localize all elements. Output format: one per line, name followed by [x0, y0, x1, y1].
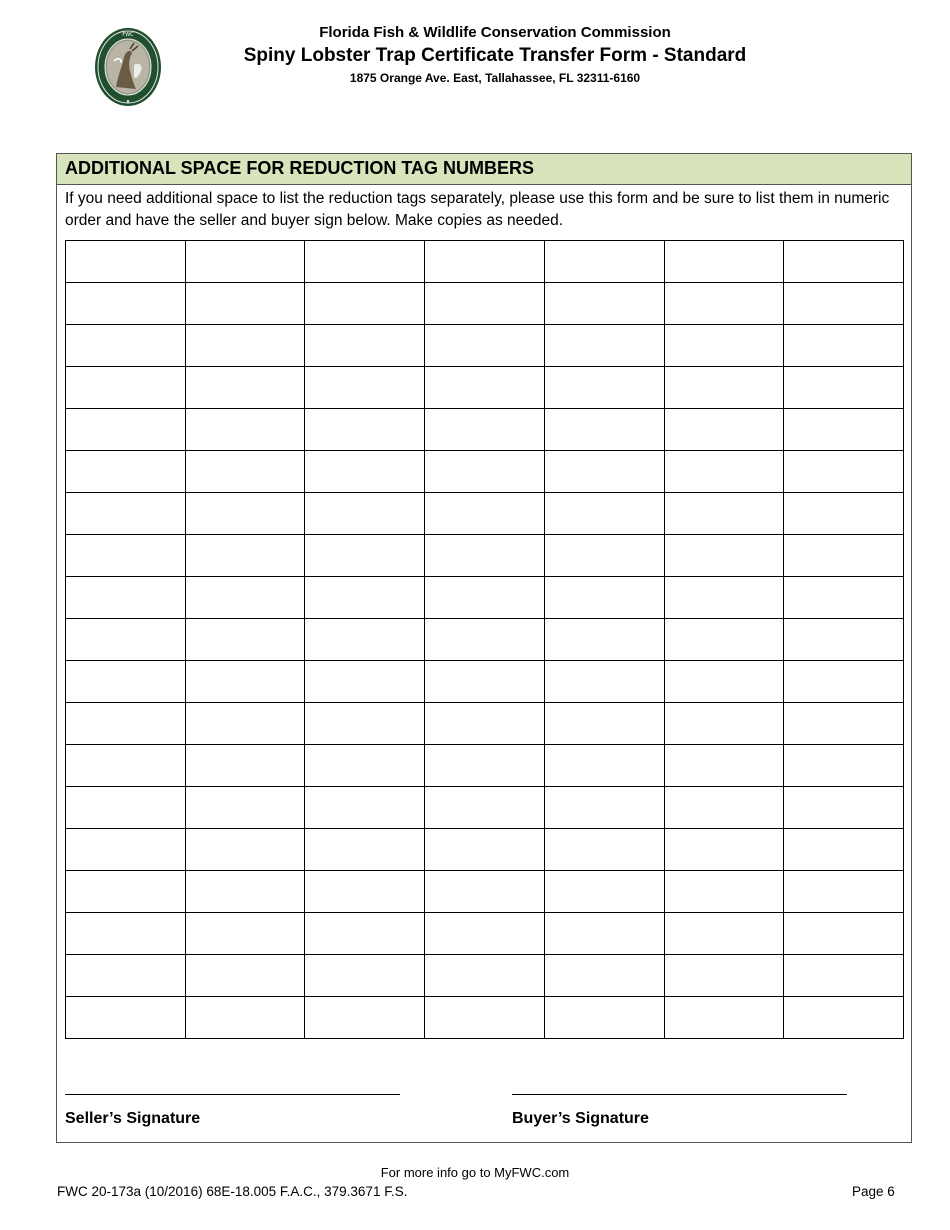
tag-number-cell[interactable]: [664, 661, 784, 703]
table-row: [66, 325, 904, 367]
tag-number-cell[interactable]: [66, 871, 186, 913]
form-title: Spiny Lobster Trap Certificate Transfer Form - Standard: [243, 45, 747, 66]
tag-number-cell[interactable]: [185, 535, 305, 577]
tag-number-cell[interactable]: [425, 367, 545, 409]
tag-number-cell[interactable]: [66, 787, 186, 829]
section-header: [57, 154, 911, 185]
tag-number-cell[interactable]: [185, 325, 305, 367]
tag-number-cell[interactable]: [66, 997, 186, 1039]
tag-number-cell[interactable]: [664, 703, 784, 745]
table-row: [66, 913, 904, 955]
tag-number-cell[interactable]: [425, 829, 545, 871]
table-row: [66, 703, 904, 745]
tag-number-cell[interactable]: [305, 493, 425, 535]
tag-number-cell[interactable]: [664, 577, 784, 619]
tag-number-cell[interactable]: [544, 493, 664, 535]
tag-number-cell[interactable]: [784, 745, 904, 787]
tag-number-cell[interactable]: [425, 283, 545, 325]
reduction-tags-section: [56, 153, 912, 1143]
reduction-tag-grid: [65, 240, 904, 1039]
table-row: [66, 955, 904, 997]
tag-number-cell[interactable]: [784, 955, 904, 997]
tag-number-cell[interactable]: [185, 829, 305, 871]
tag-number-cell[interactable]: [664, 493, 784, 535]
tag-number-cell[interactable]: [305, 745, 425, 787]
tag-number-cell[interactable]: [185, 997, 305, 1039]
tag-number-cell[interactable]: [784, 913, 904, 955]
tag-number-cell[interactable]: [425, 241, 545, 283]
tag-number-cell[interactable]: [425, 451, 545, 493]
tag-number-cell[interactable]: [784, 703, 904, 745]
tag-number-cell[interactable]: [784, 871, 904, 913]
tag-number-cell[interactable]: [664, 409, 784, 451]
tag-number-cell[interactable]: [664, 325, 784, 367]
table-row: [66, 787, 904, 829]
tag-number-cell[interactable]: [664, 913, 784, 955]
tag-number-cell[interactable]: [784, 661, 904, 703]
table-row: [66, 577, 904, 619]
tag-number-cell[interactable]: [544, 661, 664, 703]
tag-number-cell[interactable]: [66, 661, 186, 703]
tag-number-cell[interactable]: [305, 871, 425, 913]
tag-number-cell[interactable]: [185, 577, 305, 619]
agency-name: Florida Fish & Wildlife Conservation Commission: [319, 24, 671, 41]
tag-number-cell[interactable]: [544, 703, 664, 745]
footer-info: For more info go to MyFWC.com: [380, 1165, 570, 1180]
tag-number-cell[interactable]: [544, 871, 664, 913]
tag-number-cell[interactable]: [664, 829, 784, 871]
tag-number-cell[interactable]: [425, 997, 545, 1039]
tag-number-cell[interactable]: [425, 619, 545, 661]
tag-number-cell[interactable]: [305, 955, 425, 997]
tag-number-cell[interactable]: [544, 829, 664, 871]
tag-number-cell[interactable]: [305, 241, 425, 283]
tag-number-cell[interactable]: [664, 367, 784, 409]
tag-number-cell[interactable]: [66, 745, 186, 787]
table-row: [66, 241, 904, 283]
tag-number-cell[interactable]: [425, 661, 545, 703]
tag-number-cell[interactable]: [185, 871, 305, 913]
tag-number-cell[interactable]: [185, 283, 305, 325]
table-row: [66, 493, 904, 535]
section-heading: ADDITIONAL SPACE FOR REDUCTION TAG NUMBERS: [65, 158, 535, 178]
table-row: [66, 283, 904, 325]
svg-text:★: ★: [125, 99, 131, 105]
seller-signature-line[interactable]: [65, 1094, 400, 1095]
tag-number-cell[interactable]: [185, 409, 305, 451]
tag-number-cell[interactable]: [185, 619, 305, 661]
tag-number-cell[interactable]: [66, 493, 186, 535]
tag-number-cell[interactable]: [305, 619, 425, 661]
agency-address: 1875 Orange Ave. East, Tallahassee, FL 32311-6160: [349, 71, 641, 85]
table-row: [66, 451, 904, 493]
tag-number-cell[interactable]: [305, 409, 425, 451]
tag-number-cell[interactable]: [544, 325, 664, 367]
seller-signature-label: Seller’s Signature: [65, 1110, 201, 1127]
tag-number-cell[interactable]: [664, 871, 784, 913]
table-row: [66, 829, 904, 871]
tag-number-cell[interactable]: [784, 451, 904, 493]
tag-number-cell[interactable]: [305, 535, 425, 577]
tag-number-cell[interactable]: [425, 745, 545, 787]
tag-number-cell[interactable]: [544, 283, 664, 325]
tag-number-cell[interactable]: [664, 745, 784, 787]
tag-number-cell[interactable]: [66, 283, 186, 325]
tag-number-cell[interactable]: [425, 493, 545, 535]
table-row: [66, 997, 904, 1039]
tag-number-cell[interactable]: [185, 955, 305, 997]
tag-number-cell[interactable]: [784, 577, 904, 619]
tag-number-cell[interactable]: [784, 409, 904, 451]
tag-number-cell[interactable]: [544, 619, 664, 661]
tag-number-cell[interactable]: [66, 241, 186, 283]
tag-number-cell[interactable]: [425, 703, 545, 745]
buyer-signature-label: Buyer’s Signature: [512, 1110, 649, 1127]
tag-number-cell[interactable]: [544, 997, 664, 1039]
tag-number-cell[interactable]: [425, 325, 545, 367]
tag-number-cell[interactable]: [305, 703, 425, 745]
tag-number-cell[interactable]: [664, 787, 784, 829]
tag-number-cell[interactable]: [185, 493, 305, 535]
tag-number-cell[interactable]: [784, 619, 904, 661]
tag-number-cell[interactable]: [544, 451, 664, 493]
tag-number-cell[interactable]: [66, 409, 186, 451]
tag-number-cell[interactable]: [185, 745, 305, 787]
tag-number-cell[interactable]: [305, 661, 425, 703]
tag-number-cell[interactable]: [66, 577, 186, 619]
tag-number-cell[interactable]: [784, 367, 904, 409]
tag-number-cell[interactable]: [664, 997, 784, 1039]
tag-number-cell[interactable]: [66, 367, 186, 409]
section-instructions: If you need additional space to list the reduction tags separately, please use this form and be sure to list them in numeric order and have the seller and buyer sign below. Make copies as needed.: [65, 190, 890, 229]
tag-number-cell[interactable]: [544, 409, 664, 451]
tag-number-cell[interactable]: [544, 745, 664, 787]
tag-number-cell[interactable]: [425, 787, 545, 829]
table-row: [66, 619, 904, 661]
tag-number-cell[interactable]: [66, 451, 186, 493]
svg-text:FWC: FWC: [122, 32, 134, 38]
tag-number-cell[interactable]: [305, 913, 425, 955]
tag-number-cell[interactable]: [664, 619, 784, 661]
tag-number-cell[interactable]: [544, 955, 664, 997]
tag-number-cell[interactable]: [784, 325, 904, 367]
tag-number-cell[interactable]: [544, 577, 664, 619]
tag-number-cell[interactable]: [305, 787, 425, 829]
tag-number-cell[interactable]: [66, 325, 186, 367]
tag-number-cell[interactable]: [425, 577, 545, 619]
tag-number-cell[interactable]: [784, 829, 904, 871]
footer-form-id: FWC 20-173a (10/2016) 68E-18.005 F.A.C., 379.3671 F.S.: [57, 1184, 408, 1199]
table-row: [66, 745, 904, 787]
tag-number-cell[interactable]: [544, 913, 664, 955]
tag-number-cell[interactable]: [305, 577, 425, 619]
tag-number-cell[interactable]: [784, 241, 904, 283]
tag-number-cell[interactable]: [784, 535, 904, 577]
tag-number-cell[interactable]: [784, 787, 904, 829]
tag-number-cell[interactable]: [425, 535, 545, 577]
tag-number-cell[interactable]: [66, 619, 186, 661]
tag-number-cell[interactable]: [66, 535, 186, 577]
tag-number-cell[interactable]: [664, 241, 784, 283]
tag-number-cell[interactable]: [185, 703, 305, 745]
tag-number-cell[interactable]: [185, 367, 305, 409]
table-row: [66, 871, 904, 913]
tag-number-cell[interactable]: [305, 367, 425, 409]
tag-number-cell[interactable]: [784, 997, 904, 1039]
tag-number-cell[interactable]: [664, 955, 784, 997]
table-row: [66, 409, 904, 451]
tag-number-cell[interactable]: [305, 325, 425, 367]
tag-number-cell[interactable]: [425, 409, 545, 451]
tag-number-cell[interactable]: [66, 913, 186, 955]
buyer-signature-line[interactable]: [512, 1094, 847, 1095]
tag-number-cell[interactable]: [425, 871, 545, 913]
table-row: [66, 535, 904, 577]
table-row: [66, 661, 904, 703]
tag-number-cell[interactable]: [425, 913, 545, 955]
tag-number-cell[interactable]: [664, 451, 784, 493]
tag-number-cell[interactable]: [185, 661, 305, 703]
tag-number-cell[interactable]: [784, 493, 904, 535]
tag-number-cell[interactable]: [66, 955, 186, 997]
tag-number-cell[interactable]: [425, 955, 545, 997]
tag-number-cell[interactable]: [544, 367, 664, 409]
tag-number-cell[interactable]: [784, 283, 904, 325]
tag-number-cell[interactable]: [305, 829, 425, 871]
tag-number-cell[interactable]: [664, 535, 784, 577]
tag-number-cell[interactable]: [185, 451, 305, 493]
tag-number-cell[interactable]: [544, 241, 664, 283]
tag-number-cell[interactable]: [305, 283, 425, 325]
tag-number-cell[interactable]: [544, 535, 664, 577]
tag-number-cell[interactable]: [305, 451, 425, 493]
tag-number-cell[interactable]: [544, 787, 664, 829]
tag-number-cell[interactable]: [66, 703, 186, 745]
tag-number-cell[interactable]: [185, 913, 305, 955]
table-row: [66, 367, 904, 409]
page-number: Page 6: [852, 1184, 895, 1199]
tag-number-cell[interactable]: [185, 787, 305, 829]
tag-number-cell[interactable]: [66, 829, 186, 871]
tag-number-cell[interactable]: [664, 283, 784, 325]
tag-number-cell[interactable]: [305, 997, 425, 1039]
tag-number-cell[interactable]: [185, 241, 305, 283]
